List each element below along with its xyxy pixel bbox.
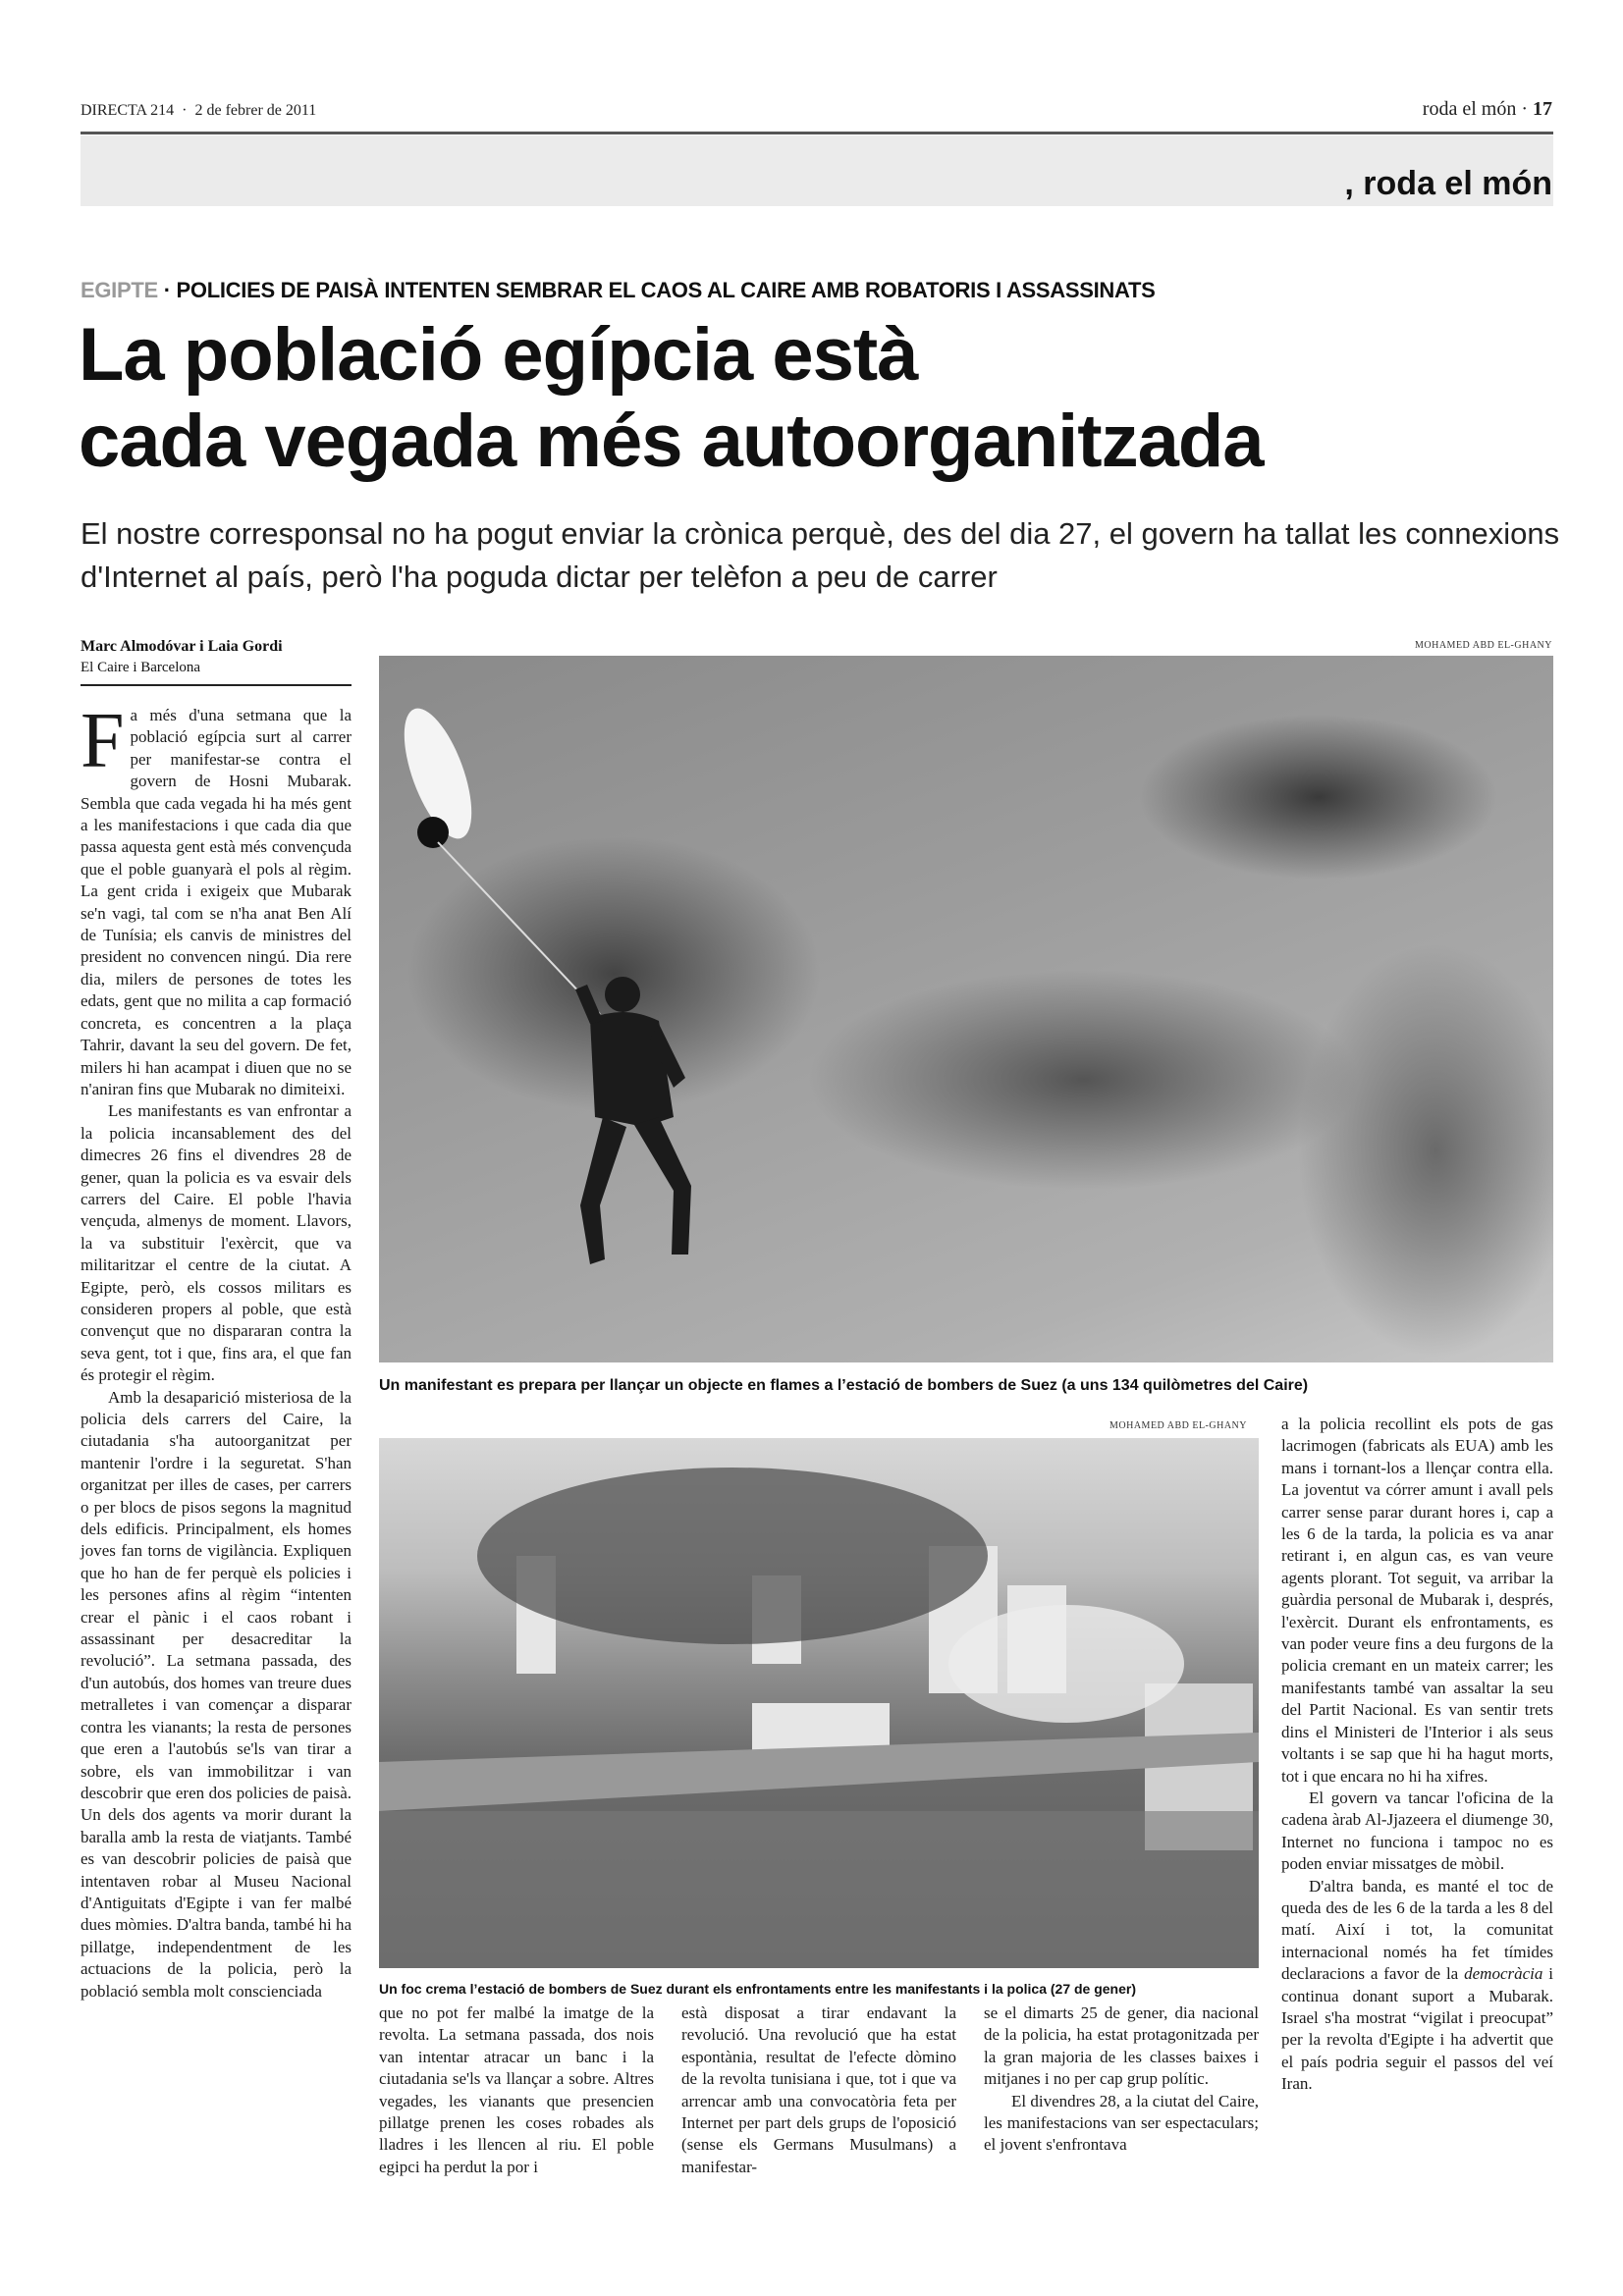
crowd-area (379, 1811, 1259, 1968)
italic-term: democràcia (1464, 1964, 1543, 1984)
photo-credit: MOHAMED ABD EL-GHANY (1109, 1420, 1247, 1431)
kicker-topic: EGIPTE (81, 278, 158, 302)
burning-object (417, 817, 449, 848)
paragraph: que no pot fer malbé la imatge de la revolta. La setmana passada, dos nois van intentar atracar un banc i la ciutadania se'ls va llançar a sobre. Altres vegades, les vianants que presencien pillatge prenen les coses robades als lladres i les llencen al riu. El poble egipci ha perdut la por i (379, 2003, 654, 2176)
cityscape-illustration (379, 1438, 1259, 1968)
photo-caption: Un foc crema l’estació de bombers de Suez durant els enfrontaments entre les manifestants i la polica (27 de gener) (379, 1981, 1137, 1997)
smoke-plume (477, 1468, 988, 1644)
paragraph: El govern va tancar l'oficina de la cadena àrab Al-Jjazeera el diumenge 30, Internet no funciona i tampoc no es poden enviar missatges de mòbil. (1281, 1788, 1553, 1874)
kicker (81, 278, 1156, 303)
paragraph-text: i continua donant suport a Mubarak. Israel s'ha mostrat “vigilat i preocupat” per la revolta d'Egipte i ha advertit que el país podria seguir el passos del veí Iran. (1281, 1964, 1554, 2094)
headline-line: La població egípcia està (79, 313, 918, 397)
protester-illustration (379, 656, 1553, 1362)
headline (79, 312, 1551, 485)
subheadline: El nostre corresponsal no ha pogut enviar la crònica perquè, des del dia 27, el govern ha tallat les connexions d'Internet al país, però l'ha poguda dictar per telèfon a peu de carrer (81, 516, 1560, 594)
issue-date: 2 de febrer de 2011 (194, 102, 317, 119)
header-rule (81, 132, 1553, 134)
drop-cap: F (81, 698, 125, 784)
page-number: 17 (1533, 98, 1552, 120)
article-column-1 (81, 698, 352, 2002)
article-column-3 (681, 2002, 956, 2178)
kicker-text: · POLICIES DE PAISÀ INTENTEN SEMBRAR EL CAOS AL CAIRE AMB ROBATORIS I ASSASSINATS (163, 278, 1156, 302)
paragraph-text: D'altra banda, es manté el toc de queda des de les 6 de la tarda a les 8 del matí. Així i tot, la comunitat internacional només ha fet tímides declaracions a favor de la (1281, 1876, 1553, 1984)
paragraph: Les manifestants es van enfrontar a la policia incansablement des del dimecres 26 fins el divendres 28 de gener, quan la policia es va esvair dels carrers del Caire. El poble l'havia vençuda, almenys de moment. Llavors, la va substituir l'exèrcit, que va militaritzar el centre de la ciutat. A Egipte, però, els cossos militars es consideren propers al poble, que està convençut que no dispararan contra la seva gent, tot i que, fins ara, el que fan és protegir el règim. (81, 1101, 352, 1385)
folio-right (1423, 98, 1552, 121)
paragraph: Amb la desaparició misteriosa de la policia dels carrers del Caire, la ciutadania s'ha autoorganitzat per mantenir l'ordre i la seguretat. S'han organitzat per illes de cases, per carrers o per blocs de pisos segons la magnitud dels edificis. Principalment, els homes joves fan torns de vigilància. Expliquen que ho han de fer perquè els policies i les persones afins al règim “intenten crear el pànic i el caos robant i assassinant per desacreditar la revolució”. La setmana passada, des d'un autobús, dos homes van treure dues metralletes i van començar a disparar contra les vianants; la resta de persones que eren a l'autobús se'ls van tirar a sobre, els van immobilitzar i van descobrir que eren dos policies de paisà. Un dels dos agents va morir durant la baralla amb la resta de viatjants. També es van descobrir policies de paisà que intentaven robar al Museu Nacional d'Antiguitats d'Egipte i van fer malbé dues mòmies. D'altra banda, també hi ha pillatge, independentment de les actuacions de la policia, però la població sembla molt conscienciada (81, 1387, 352, 2001)
paragraph: a la policia recollint els pots de gas lacrimogen (fabricats als EUA) amb les mans i tornant-los a llençar contra ella. La joventut va córrer amunt i avall pels carrer sense parar durant hores i, cap a les 6 de la tarda, la policia es va anar retirant i, en algun cas, es van veure agents plorant. Tot seguit, va arribar la guàrdia personal de Mubarak i, després, l'exèrcit. Durant els enfrontaments, es van poder veure fins a deu furgons de la policia cremant en un mateix carrer; les manifestants també van assaltar la seu del Partit Nacional. Es van sentir trets dins el Ministeri de l'Interior i als seus voltants i se sap que hi ha hagut morts, tot i que encara no hi ha xifres. (1281, 1415, 1553, 1786)
photo-protester-throwing-fire (379, 656, 1553, 1362)
section-title: , roda el món (1344, 165, 1552, 202)
paragraph (1281, 1876, 1553, 2096)
paragraph: se el dimarts 25 de gener, dia nacional de la policia, ha estat protagonitzada per la gran majoria de les classes baixes i mitjanes i no per cap grup polític. (984, 2003, 1259, 2089)
headline-line: cada vegada més autoorganitzada (79, 400, 1264, 483)
article-column-5 (1281, 1414, 1553, 2096)
byline-place: El Caire i Barcelona (81, 660, 201, 675)
photo-caption: Un manifestant es prepara per llançar un objecte en flames a l’estació de bombers de Suez (a uns 134 quilòmetres del Caire) (379, 1377, 1309, 1394)
publication: DIRECTA 214 (81, 102, 175, 119)
folio-separator: · (182, 102, 188, 119)
paragraph-text: a més d'una setmana que la població egípcia surt al carrer per manifestar-se contra el govern de Hosni Mubarak. Sembla que cada vegada hi ha més gent a les manifestacions i que cada dia que passa aquesta gent està més convençuda que el poble guanyarà el pols al règim. La gent crida i exigeix que Mubarak se'n vagi, tal com se n'ha anat Ben Alí de Tunísia; els canvis de ministres del president no convencen ningú. Dia rere dia, milers de persones de totes les edats, gent que no milita a cap formació concreta, es concentren a la plaça Tahrir, davant la seu del govern. De fet, milers hi han acampat i diuen que no se n'aniran fins que Mubarak no dimiteixi. (81, 706, 352, 1098)
sling-line (438, 842, 600, 1014)
folio-left (81, 102, 316, 120)
paragraph: està disposat a tirar endavant la revolució. Una revolució que ha estat espontània, resultat de l'efecte dòmino de la revolta tunisiana i que, tot i que va arrencar amb una convocatòria feta per Internet per part dels grups de l'oposició (sense els Germans Musulmans) a manifestar- (681, 2003, 956, 2176)
photo-fire-station-burning (379, 1438, 1259, 1968)
folio-separator: · (1521, 98, 1528, 120)
byline (81, 638, 352, 686)
white-smoke (948, 1605, 1184, 1723)
article-column-4 (984, 2002, 1259, 2157)
byline-authors: Marc Almodóvar i Laia Gordi (81, 638, 283, 655)
article-column-2 (379, 2002, 654, 2178)
photo-credit: MOHAMED ABD EL-GHANY (1415, 640, 1552, 651)
paragraph (81, 698, 352, 1100)
section-name: roda el món (1422, 98, 1517, 120)
protester-figure (575, 977, 691, 1264)
section-band (81, 135, 1553, 206)
paragraph: El divendres 28, a la ciutat del Caire, les manifestacions van ser espectaculars; el jovent s'enfrontava (984, 2091, 1259, 2155)
